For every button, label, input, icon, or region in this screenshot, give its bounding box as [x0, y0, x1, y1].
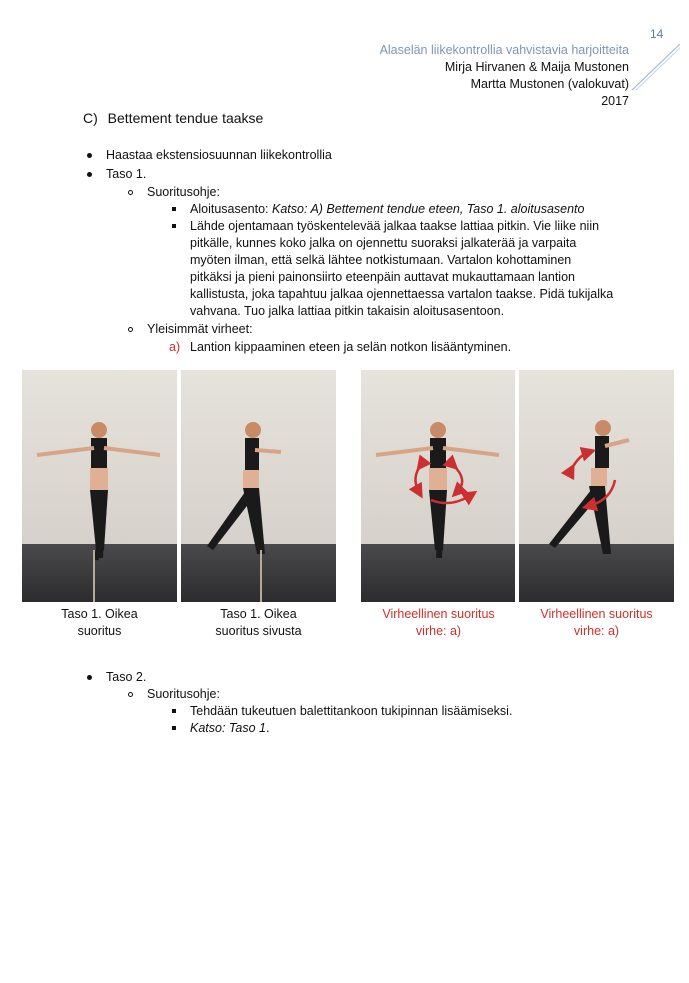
photo-caption [361, 606, 516, 640]
caption-line: suoritus [77, 624, 122, 638]
photo-incorrect-side [519, 370, 674, 602]
instruction-line: pitkälle, kunnes koko jalka on ojennettu suoraksi jalkaterää ja varpaita [190, 236, 577, 250]
start-reference: Katso: A) Bettement tendue eteen, Taso 1. aloitusasento [272, 202, 585, 216]
corner-decoration [630, 42, 682, 92]
caption-line: virhe: a) [573, 624, 620, 638]
photo-caption [22, 606, 177, 640]
level-2-heading: Taso 2. [106, 670, 147, 684]
section-heading [83, 110, 263, 126]
page-number: 14 [650, 27, 664, 41]
figure-illustration [519, 370, 674, 602]
header-authors: Mirja Hirvanen & Maija Mustonen [444, 60, 629, 74]
caption-line: Virheellinen suoritus [540, 607, 653, 621]
start-position [190, 201, 584, 218]
bullet-dot [87, 153, 92, 158]
error-a-text: Lantion kippaaminen eteen ja selän notkon lisääntyminen. [190, 340, 512, 354]
common-errors-heading: Yleisimmät virheet: [147, 322, 253, 336]
instruction-line: vahvana. Tuo jalka lattiaa pitkin takaisin aloitusasentoon. [190, 304, 505, 318]
instruction-line: kallistusta, joka tapahtuu jalkaa ojennettaessa vartalon taakse. Pidä tukijalka [190, 287, 614, 301]
square-bullet [172, 709, 176, 713]
instruction-line: myöten ilman, että selkä lähtee notkistumaan. Vartalon kohottaminen [190, 253, 572, 267]
caption-line: Taso 1. Oikea [61, 607, 138, 621]
caption-line: suoritus sivusta [215, 624, 302, 638]
square-bullet [172, 224, 176, 228]
square-bullet [172, 726, 176, 730]
level-1-heading: Taso 1. [106, 167, 147, 181]
caption-line: virhe: a) [415, 624, 462, 638]
reference-italic: Katso: Taso 1 [190, 721, 266, 735]
header-year: 2017 [601, 94, 629, 108]
photo-caption [519, 606, 674, 640]
bullet-dot [87, 675, 92, 680]
error-a-label: a) [169, 340, 181, 354]
photo-incorrect-front [361, 370, 515, 602]
caption-line: Virheellinen suoritus [382, 607, 495, 621]
start-prefix: Aloitusasento: [190, 202, 272, 216]
instructions-heading: Suoritusohje: [147, 185, 220, 199]
photo-caption [181, 606, 336, 640]
reference-end: . [265, 721, 270, 735]
figure-illustration [22, 370, 177, 602]
level-2-instruction: Tehdään tukeutuen balettitankoon tukipinnan lisäämiseksi. [190, 704, 513, 718]
bullet-purpose: Haastaa ekstensiosuunnan liikekontrollia [106, 148, 332, 162]
square-bullet [172, 207, 176, 211]
caption-line: Taso 1. Oikea [220, 607, 297, 621]
instruction-paragraph [190, 218, 640, 320]
circle-bullet [128, 692, 133, 697]
circle-bullet [128, 190, 133, 195]
photo-correct-front [22, 370, 177, 602]
header-photographer: Martta Mustonen (valokuvat) [470, 77, 629, 91]
photo-correct-side [181, 370, 336, 602]
figure-illustration [181, 370, 336, 602]
section-label: C) [83, 110, 98, 126]
instructions-heading-2: Suoritusohje: [147, 687, 220, 701]
bullet-dot [87, 172, 92, 177]
figure-illustration [361, 370, 515, 602]
header-title: Alaselän liikekontrollia vahvistavia harjoitteita [379, 43, 629, 57]
instruction-line: Lähde ojentamaan työskentelevää jalkaa taakse lattiaa pitkin. Vie liike niin [190, 219, 600, 233]
section-title: Bettement tendue taakse [107, 110, 264, 126]
level-2-reference [190, 720, 269, 737]
circle-bullet [128, 327, 133, 332]
instruction-line: pitkäksi ja pieni painonsiirto eteenpäin auttavat mukauttamaan lantion [190, 270, 575, 284]
